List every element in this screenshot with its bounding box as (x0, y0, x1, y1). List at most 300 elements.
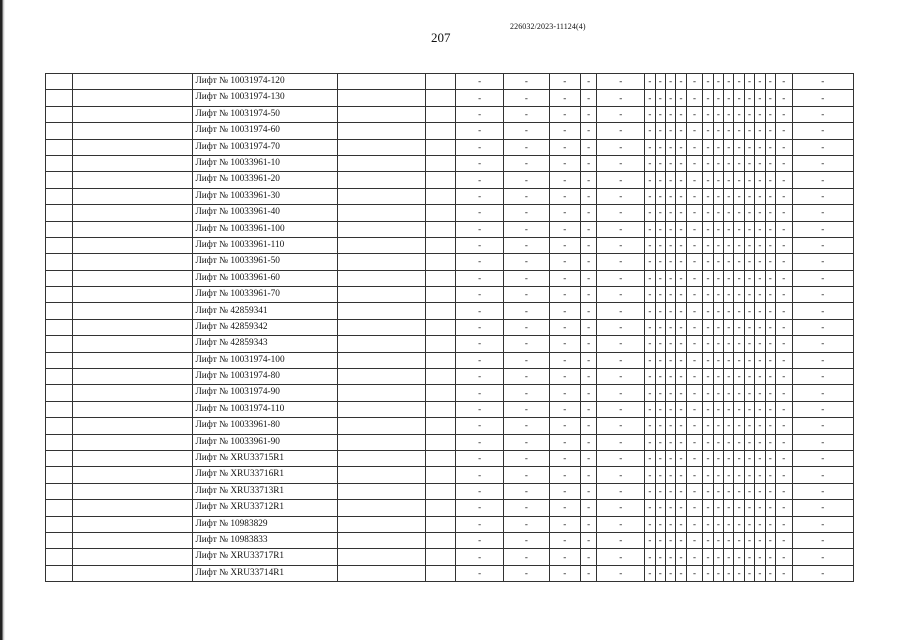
dash-cell: - (724, 565, 734, 581)
dash-cell: - (549, 483, 580, 499)
dash-cell: - (580, 287, 597, 303)
dash-cell: - (655, 549, 665, 565)
dash-cell: - (792, 205, 853, 221)
dash-cell: - (686, 221, 703, 237)
dash-cell: - (724, 123, 734, 139)
lift-name-prefix: Лифт № (195, 256, 231, 267)
dash-cell: - (686, 172, 703, 188)
dash-cell: - (744, 565, 754, 581)
dash-cell: - (703, 565, 713, 581)
dash-cell: - (676, 369, 686, 385)
empty-cell (426, 483, 456, 499)
dash-cell: - (792, 106, 853, 122)
empty-cell (426, 237, 456, 253)
dash-cell: - (755, 90, 765, 106)
dash-cell: - (686, 532, 703, 548)
dash-cell: - (676, 385, 686, 401)
lift-name-cell (193, 90, 337, 106)
dash-cell: - (503, 172, 549, 188)
dash-cell: - (734, 123, 744, 139)
empty-cell (46, 385, 73, 401)
dash-cell: - (734, 270, 744, 286)
lift-serial: 10031974-120 (230, 76, 285, 87)
dash-cell: - (703, 90, 713, 106)
empty-cell (73, 139, 193, 155)
dash-cell: - (503, 369, 549, 385)
dash-cell: - (676, 287, 686, 303)
dash-cell: - (713, 90, 723, 106)
dash-cell: - (503, 500, 549, 516)
empty-cell (46, 434, 73, 450)
empty-cell (426, 172, 456, 188)
dash-cell: - (734, 565, 744, 581)
dash-cell: - (703, 500, 713, 516)
dash-cell: - (597, 352, 645, 368)
lift-name-cell (193, 516, 337, 532)
dash-cell: - (765, 369, 775, 385)
dash-cell: - (686, 385, 703, 401)
empty-cell (337, 106, 425, 122)
dash-cell: - (686, 336, 703, 352)
dash-cell: - (665, 352, 675, 368)
dash-cell: - (503, 188, 549, 204)
dash-cell: - (744, 123, 754, 139)
dash-cell: - (456, 106, 504, 122)
dash-cell: - (549, 352, 580, 368)
dash-cell: - (655, 516, 665, 532)
dash-cell: - (645, 369, 655, 385)
empty-cell (46, 516, 73, 532)
lift-name-cell (193, 139, 337, 155)
dash-cell: - (665, 532, 675, 548)
dash-cell: - (676, 254, 686, 270)
dash-cell: - (503, 467, 549, 483)
dash-cell: - (503, 532, 549, 548)
dash-cell: - (549, 385, 580, 401)
dash-cell: - (713, 123, 723, 139)
lift-serial: 10031974-100 (230, 354, 285, 365)
dash-cell: - (676, 565, 686, 581)
dash-cell: - (775, 385, 792, 401)
empty-cell (426, 565, 456, 581)
dash-cell: - (655, 74, 665, 90)
dash-cell: - (676, 106, 686, 122)
table-row (46, 450, 854, 466)
dash-cell: - (676, 155, 686, 171)
empty-cell (46, 336, 73, 352)
dash-cell: - (744, 287, 754, 303)
dash-cell: - (580, 139, 597, 155)
empty-cell (426, 352, 456, 368)
dash-cell: - (724, 549, 734, 565)
lift-name-prefix: Лифт № (195, 108, 231, 119)
dash-cell: - (645, 287, 655, 303)
dash-cell: - (655, 139, 665, 155)
dash-cell: - (597, 500, 645, 516)
dash-cell: - (744, 385, 754, 401)
dash-cell: - (597, 434, 645, 450)
dash-cell: - (724, 188, 734, 204)
dash-cell: - (775, 532, 792, 548)
dash-cell: - (792, 237, 853, 253)
lift-name-cell (193, 450, 337, 466)
dash-cell: - (597, 155, 645, 171)
table-row (46, 303, 854, 319)
dash-cell: - (665, 418, 675, 434)
dash-cell: - (765, 188, 775, 204)
empty-cell (426, 434, 456, 450)
empty-cell (73, 385, 193, 401)
dash-cell: - (713, 418, 723, 434)
dash-cell: - (744, 90, 754, 106)
dash-cell: - (655, 434, 665, 450)
page-number: 207 (431, 30, 451, 45)
empty-cell (46, 106, 73, 122)
dash-cell: - (676, 139, 686, 155)
dash-cell: - (713, 467, 723, 483)
empty-cell (337, 483, 425, 499)
dash-cell: - (775, 434, 792, 450)
dash-cell: - (775, 139, 792, 155)
table-row (46, 418, 854, 434)
empty-cell (46, 287, 73, 303)
dash-cell: - (456, 352, 504, 368)
empty-cell (46, 467, 73, 483)
lift-serial: 10031974-70 (230, 141, 280, 152)
dash-cell: - (724, 434, 734, 450)
dash-cell: - (703, 123, 713, 139)
dash-cell: - (456, 221, 504, 237)
dash-cell: - (686, 549, 703, 565)
dash-cell: - (734, 500, 744, 516)
dash-cell: - (645, 237, 655, 253)
dash-cell: - (775, 90, 792, 106)
dash-cell: - (676, 500, 686, 516)
dash-cell: - (713, 450, 723, 466)
dash-cell: - (580, 401, 597, 417)
dash-cell: - (686, 188, 703, 204)
dash-cell: - (724, 303, 734, 319)
lift-name-cell (193, 401, 337, 417)
empty-cell (46, 74, 73, 90)
dash-cell: - (775, 270, 792, 286)
dash-cell: - (597, 254, 645, 270)
empty-cell (46, 565, 73, 581)
dash-cell: - (703, 369, 713, 385)
lift-serial: 10033961-10 (230, 158, 280, 168)
dash-cell: - (676, 418, 686, 434)
dash-cell: - (456, 336, 504, 352)
empty-cell (337, 74, 425, 90)
dash-cell: - (665, 287, 675, 303)
table-row (46, 352, 854, 368)
lift-name-prefix: Лифт № (195, 338, 231, 349)
dash-cell: - (456, 237, 504, 253)
dash-cell: - (665, 90, 675, 106)
dash-cell: - (734, 188, 744, 204)
lift-name-cell (193, 352, 337, 368)
dash-cell: - (792, 155, 853, 171)
empty-cell (337, 254, 425, 270)
table-row (46, 90, 854, 106)
dash-cell: - (456, 401, 504, 417)
lift-name-prefix: Лифт № (195, 354, 231, 365)
dash-cell: - (580, 155, 597, 171)
dash-cell: - (775, 221, 792, 237)
dash-cell: - (755, 74, 765, 90)
dash-cell: - (549, 106, 580, 122)
table-row (46, 237, 854, 253)
empty-cell (337, 369, 425, 385)
dash-cell: - (734, 532, 744, 548)
empty-cell (426, 516, 456, 532)
dash-cell: - (744, 205, 754, 221)
dash-cell: - (503, 221, 549, 237)
dash-cell: - (665, 483, 675, 499)
empty-cell (73, 549, 193, 565)
dash-cell: - (734, 106, 744, 122)
lift-name-prefix: Лифт № (195, 239, 231, 250)
dash-cell: - (755, 549, 765, 565)
dash-cell: - (503, 254, 549, 270)
dash-cell: - (456, 303, 504, 319)
dash-cell: - (597, 221, 645, 237)
dash-cell: - (713, 188, 723, 204)
dash-cell: - (792, 450, 853, 466)
lift-name-cell (193, 123, 337, 139)
dash-cell: - (765, 565, 775, 581)
dash-cell: - (765, 401, 775, 417)
table-row (46, 385, 854, 401)
lift-name-cell (193, 188, 337, 204)
dash-cell: - (665, 123, 675, 139)
lift-serial: 10033961-110 (230, 239, 285, 250)
dash-cell: - (686, 90, 703, 106)
lift-name-prefix: Лифт № (195, 371, 231, 382)
empty-cell (73, 205, 193, 221)
dash-cell: - (755, 336, 765, 352)
dash-cell: - (655, 270, 665, 286)
lift-name-prefix: Лифт № (195, 207, 231, 218)
table-row (46, 549, 854, 565)
empty-cell (426, 303, 456, 319)
lift-name-prefix: Лифт № (195, 76, 231, 87)
empty-cell (73, 336, 193, 352)
lift-serial: 10033961-100 (230, 223, 285, 234)
table-row (46, 287, 854, 303)
dash-cell: - (734, 369, 744, 385)
empty-cell (426, 74, 456, 90)
dash-cell: - (655, 500, 665, 516)
table-row (46, 401, 854, 417)
dash-cell: - (686, 303, 703, 319)
dash-cell: - (645, 434, 655, 450)
lift-name-cell (193, 287, 337, 303)
dash-cell: - (703, 106, 713, 122)
empty-cell (73, 369, 193, 385)
dash-cell: - (734, 90, 744, 106)
dash-cell: - (724, 369, 734, 385)
dash-cell: - (549, 303, 580, 319)
lift-serial: XRU33713R1 (230, 485, 285, 496)
dash-cell: - (734, 401, 744, 417)
table-row (46, 434, 854, 450)
dash-cell: - (597, 172, 645, 188)
dash-cell: - (703, 385, 713, 401)
dash-cell: - (549, 565, 580, 581)
dash-cell: - (775, 205, 792, 221)
dash-cell: - (724, 483, 734, 499)
dash-cell: - (645, 123, 655, 139)
lift-name-cell (193, 270, 337, 286)
dash-cell: - (724, 90, 734, 106)
dash-cell: - (713, 352, 723, 368)
dash-cell: - (755, 532, 765, 548)
lift-serial: 42859343 (230, 338, 268, 349)
lift-serial: 10033961-60 (230, 272, 280, 283)
dash-cell: - (665, 106, 675, 122)
lift-name-cell (193, 549, 337, 565)
empty-cell (337, 565, 425, 581)
dash-cell: - (645, 549, 655, 565)
dash-cell: - (580, 467, 597, 483)
dash-cell: - (744, 549, 754, 565)
dash-cell: - (456, 500, 504, 516)
dash-cell: - (765, 90, 775, 106)
dash-cell: - (580, 188, 597, 204)
empty-cell (73, 565, 193, 581)
dash-cell: - (645, 172, 655, 188)
dash-cell: - (744, 369, 754, 385)
dash-cell: - (676, 319, 686, 335)
dash-cell: - (549, 336, 580, 352)
dash-cell: - (686, 139, 703, 155)
dash-cell: - (456, 90, 504, 106)
dash-cell: - (765, 270, 775, 286)
dash-cell: - (503, 418, 549, 434)
dash-cell: - (645, 336, 655, 352)
lift-name-cell (193, 418, 337, 434)
lift-name-cell (193, 385, 337, 401)
dash-cell: - (676, 467, 686, 483)
dash-cell: - (765, 205, 775, 221)
dash-cell: - (645, 188, 655, 204)
dash-cell: - (765, 418, 775, 434)
dash-cell: - (713, 172, 723, 188)
dash-cell: - (549, 221, 580, 237)
dash-cell: - (744, 237, 754, 253)
dash-cell: - (655, 155, 665, 171)
dash-cell: - (755, 467, 765, 483)
dash-cell: - (703, 434, 713, 450)
dash-cell: - (765, 155, 775, 171)
dash-cell: - (744, 254, 754, 270)
lift-name-cell (193, 74, 337, 90)
empty-cell (46, 418, 73, 434)
lift-name-prefix: Лифт № (195, 502, 231, 513)
dash-cell: - (755, 401, 765, 417)
dash-cell: - (503, 401, 549, 417)
dash-cell: - (456, 565, 504, 581)
dash-cell: - (655, 172, 665, 188)
lift-name-cell (193, 336, 337, 352)
lift-name-prefix: Лифт № (195, 534, 231, 545)
empty-cell (46, 450, 73, 466)
dash-cell: - (792, 90, 853, 106)
dash-cell: - (703, 319, 713, 335)
dash-cell: - (744, 467, 754, 483)
dash-cell: - (580, 516, 597, 532)
dash-cell: - (665, 188, 675, 204)
dash-cell: - (765, 385, 775, 401)
empty-cell (73, 221, 193, 237)
dash-cell: - (755, 500, 765, 516)
empty-cell (73, 106, 193, 122)
dash-cell: - (734, 237, 744, 253)
empty-cell (337, 90, 425, 106)
empty-cell (426, 188, 456, 204)
dash-cell: - (724, 106, 734, 122)
empty-cell (73, 532, 193, 548)
dash-cell: - (676, 188, 686, 204)
dash-cell: - (755, 418, 765, 434)
dash-cell: - (734, 467, 744, 483)
empty-cell (337, 418, 425, 434)
empty-cell (426, 401, 456, 417)
lift-serial: 10983833 (230, 534, 268, 545)
dash-cell: - (580, 221, 597, 237)
empty-cell (426, 336, 456, 352)
dash-cell: - (676, 352, 686, 368)
dash-cell: - (703, 549, 713, 565)
empty-cell (46, 221, 73, 237)
dash-cell: - (765, 139, 775, 155)
dash-cell: - (580, 123, 597, 139)
empty-cell (73, 270, 193, 286)
dash-cell: - (676, 532, 686, 548)
dash-cell: - (724, 336, 734, 352)
dash-cell: - (765, 123, 775, 139)
dash-cell: - (597, 287, 645, 303)
dash-cell: - (775, 254, 792, 270)
empty-cell (337, 287, 425, 303)
dash-cell: - (503, 155, 549, 171)
dash-cell: - (734, 205, 744, 221)
dash-cell: - (703, 188, 713, 204)
dash-cell: - (734, 352, 744, 368)
dash-cell: - (744, 434, 754, 450)
dash-cell: - (792, 549, 853, 565)
dash-cell: - (686, 74, 703, 90)
dash-cell: - (597, 270, 645, 286)
lift-serial: 10031974-50 (230, 108, 280, 119)
dash-cell: - (765, 172, 775, 188)
dash-cell: - (549, 401, 580, 417)
table-row (46, 483, 854, 499)
empty-cell (426, 205, 456, 221)
dash-cell: - (703, 467, 713, 483)
lift-serial: 10033961-30 (230, 190, 280, 201)
dash-cell: - (549, 205, 580, 221)
lift-name-cell (193, 532, 337, 548)
empty-cell (46, 549, 73, 565)
dash-cell: - (765, 532, 775, 548)
dash-cell: - (724, 385, 734, 401)
dash-cell: - (597, 401, 645, 417)
dash-cell: - (724, 221, 734, 237)
dash-cell: - (503, 139, 549, 155)
dash-cell: - (597, 139, 645, 155)
